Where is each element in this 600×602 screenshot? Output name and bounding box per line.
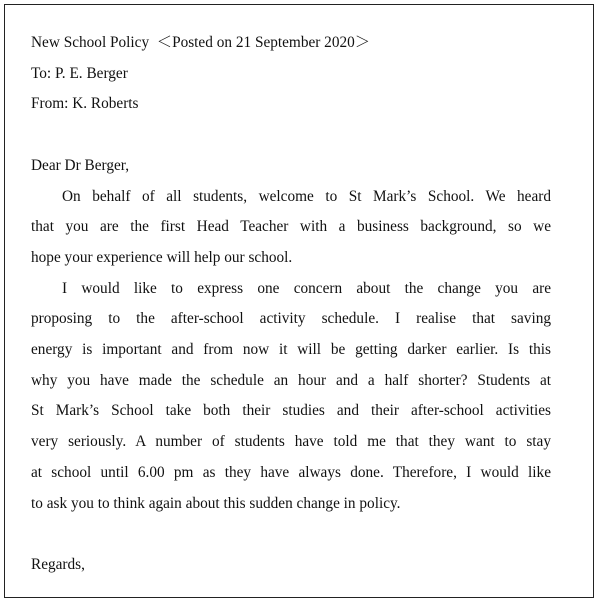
spacer — [31, 120, 551, 151]
paragraph-1-line-1: On behalf of all students, welcome to St Mark’s School. We heard — [62, 187, 551, 205]
paragraph-1-line-2: that you are the first Head Teacher with a business background, so we — [31, 218, 551, 236]
paragraph-2-line-1: I would like to express one concern about the change you are — [62, 279, 551, 297]
letter-frame — [4, 4, 594, 598]
paragraph-2-line-2: proposing to the after-school activity schedule. I realise that saving — [31, 310, 551, 328]
paragraph-2-line-3: energy is important and from now it will be getting darker earlier. Is this — [31, 341, 551, 359]
closing: Regards, — [31, 555, 85, 573]
from-line: From: K. Roberts — [31, 95, 139, 113]
paragraph-2-line-4: why you have made the schedule an hour and a half shorter? Students at — [31, 371, 551, 389]
paragraph-2-line-7: at school until 6.00 pm as they have always done. Therefore, I would like — [31, 463, 551, 481]
salutation: Dear Dr Berger, — [31, 156, 130, 174]
subject-line — [31, 28, 551, 59]
posted-date: ＜Posted on 21 September 2020＞ — [156, 34, 371, 51]
letter-content — [31, 28, 551, 581]
paragraph-2-line-5: St Mark’s School take both their studies and their after-school activities — [31, 402, 551, 420]
paragraph-2-line-8: to ask you to think again about this sudden change in policy. — [31, 494, 401, 512]
paragraph-2-line-6: very seriously. A number of students have told me that they want to stay — [31, 433, 551, 451]
spacer — [31, 519, 551, 550]
subject: New School Policy — [31, 34, 150, 51]
to-line: To: P. E. Berger — [31, 64, 128, 82]
paragraph-1-line-3: hope your experience will help our school. — [31, 248, 293, 266]
